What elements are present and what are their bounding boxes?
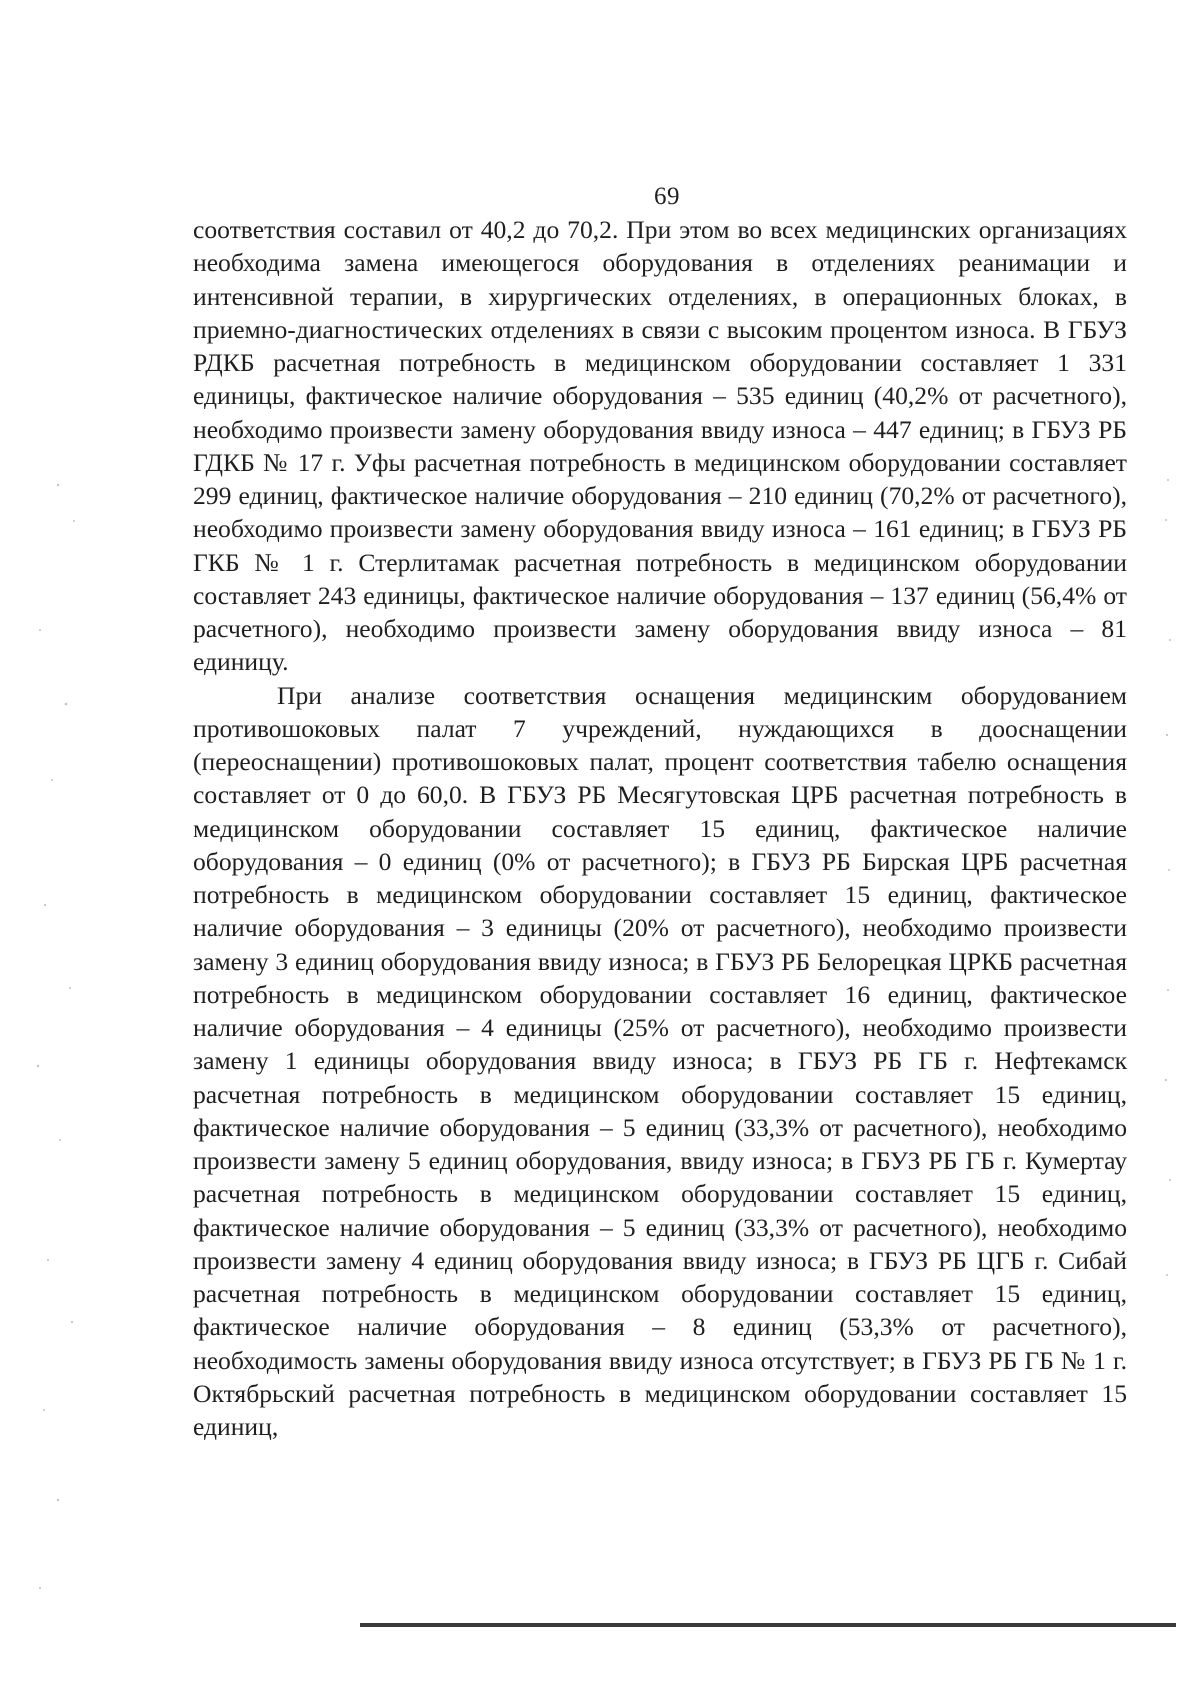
page-number: 69 bbox=[654, 183, 680, 210]
body-text bbox=[193, 213, 1127, 1443]
paragraph-continuation: соответствия составил от 40,2 до 70,2. При этом во всех медицинских организациях необходима замена имеющегося оборудования в отделениях реанимации и интенсивной терапии, в хирургических отделениях, в операционных блоках, в приемно-диагностических отделениях в связи с высоким процентом износа. В ГБУЗ РДКБ расчетная потребность в медицинском оборудовании составляет 1 331 единицы, фактическое наличие оборудования – 535 единиц (40,2% от расчетного), необходимо произвести замену оборудования ввиду износа – 447 единиц; в ГБУЗ РБ ГДКБ № 17 г. Уфы расчетная потребность в медицинском оборудовании составляет 299 единиц, фактическое наличие оборудования – 210 единиц (70,2% от расчетного), необходимо произвести замену оборудования ввиду износа – 161 единиц; в ГБУЗ РБ ГКБ № 1 г. Стерлитамак расчетная потребность в медицинском оборудовании составляет 243 единицы, фактическое наличие оборудования – 137 единиц (56,4% от расчетного), необходимо произвести замену оборудования ввиду износа – 81 единицу. bbox=[193, 215, 1127, 677]
paragraph-anti-shock-wards: При анализе соответствия оснащения медицинским оборудованием противошоковых палат 7 учреждений, нуждающихся в дооснащении (переоснащении) противошоковых палат, процент соответствия табелю оснащения составляет от 0 до 60,0. В ГБУЗ РБ Месягутовская ЦРБ расчетная потребность в медицинском оборудовании составляет 15 единиц, фактическое наличие оборудования – 0 единиц (0% от расчетного); в ГБУЗ РБ Бирская ЦРБ расчетная потребность в медицинском оборудовании составляет 15 единиц, фактическое наличие оборудования – 3 единицы (20% от расчетного), необходимо произвести замену 3 единиц оборудования ввиду износа; в ГБУЗ РБ Белорецкая ЦРКБ расчетная потребность в медицинском оборудовании составляет 16 единиц, фактическое наличие оборудования – 4 единицы (25% от расчетного), необходимо произвести замену 1 единицы оборудования ввиду износа; в ГБУЗ РБ ГБ г. Нефтекамск расчетная потребность в медицинском оборудовании составляет 15 единиц, фактическое наличие оборудования – 5 единиц (33,3% от расчетного), необходимо произвести замену 5 единиц оборудования, ввиду износа; в ГБУЗ РБ ГБ г. Кумертау расчетная потребность в медицинском оборудовании составляет 15 единиц, фактическое наличие оборудования – 5 единиц (33,3% от расчетного), необходимо произвести замену 4 единиц оборудования ввиду износа; в ГБУЗ РБ ЦГБ г. Сибай расчетная потребность в медицинском оборудовании составляет 15 единиц, фактическое наличие оборудования – 8 единиц (53,3% от расчетного), необходимость замены оборудования ввиду износа отсутствует; в ГБУЗ РБ ГБ № 1 г. Октябрьский расчетная потребность в медицинском оборудовании составляет 15 единиц, bbox=[193, 680, 1127, 1441]
bottom-rule bbox=[360, 1623, 1176, 1627]
